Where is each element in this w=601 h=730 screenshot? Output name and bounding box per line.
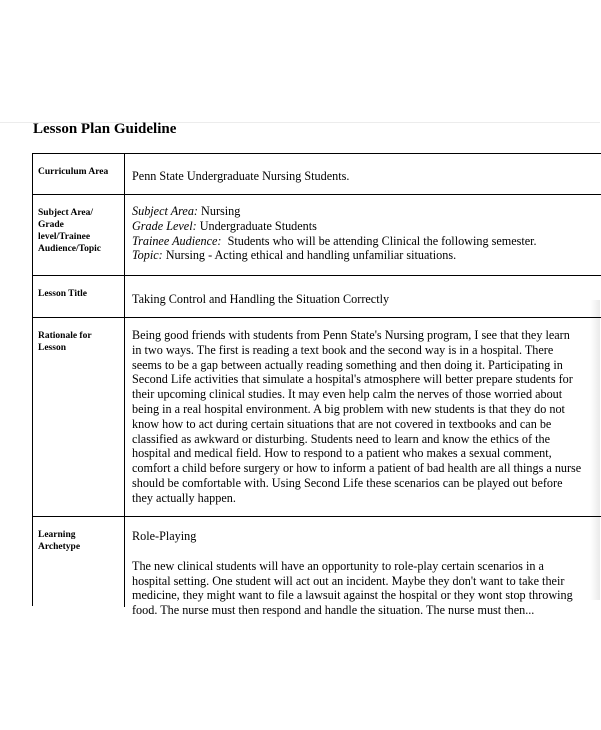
table-row-learning-archetype	[33, 517, 601, 618]
lesson-title-label: Lesson Title	[33, 276, 125, 317]
table-row-curriculum-area	[33, 154, 601, 195]
topic-line	[132, 248, 601, 263]
subject-area-value	[126, 195, 601, 275]
lesson-plan-table	[32, 153, 601, 618]
subject-area-label	[33, 195, 125, 275]
subject-area-line	[132, 204, 601, 219]
rationale-line: should be comfortable with. Using Second Life these scenarios can be played out before	[132, 475, 563, 490]
rationale-line: know how to act during certain situations that are not covered in textbooks and can be	[132, 416, 552, 431]
subject-label-line: Subject Area/	[38, 208, 93, 218]
rationale-line: seems to be a gap between actually reading something and then doing it. Participating in	[132, 357, 563, 372]
learning-line: hospital setting. One student will act out an incident. Maybe they don't want to take their	[132, 573, 565, 588]
document-title: Lesson Plan Guideline	[33, 121, 177, 137]
topic-key: Topic:	[132, 248, 163, 263]
learning-line: food. The nurse must then respond and handle the situation. The nurse must then...	[132, 603, 535, 618]
rationale-line: they actually happen.	[132, 490, 236, 505]
trainee-audience-key: Trainee Audience:	[132, 233, 222, 248]
learning-archetype-label	[33, 517, 125, 607]
curriculum-area-label: Curriculum Area	[33, 154, 125, 194]
learning-label-line: Archetype	[38, 542, 81, 552]
rationale-line: Second Life activities that simulate a hospital's atmosphere will better prepare students for	[132, 372, 573, 387]
subject-label-line: level/Trainee	[38, 232, 91, 242]
learning-line: medicine, they might want to file a lawsuit against the hospital or they wont stop throwing	[132, 588, 573, 603]
grade-level-text: Undergraduate Students	[196, 218, 317, 233]
subject-area-text: Nursing	[198, 204, 241, 218]
grade-level-key: Grade Level:	[132, 218, 197, 233]
rationale-line: hospital and medical field. How to respond to a patient who makes a sexual comment,	[132, 446, 552, 461]
rationale-line: their upcoming clinical studies. It may even help calm the nerves of those worried about	[132, 387, 563, 402]
rationale-line: classified as awkward or disturbing. Students need to learn and know the ethics of the	[132, 431, 550, 446]
trainee-audience-text: Students who will be attending Clinical the following semester.	[221, 233, 537, 248]
rationale-line: Being good friends with students from Penn State's Nursing program, I see that they learn	[132, 328, 570, 342]
topic-text: Nursing - Acting ethical and handling unfamiliar situations.	[162, 248, 457, 263]
learning-label-line: Learning	[38, 530, 76, 540]
paragraph-gap	[132, 544, 601, 559]
lesson-title-text: Taking Control and Handling the Situation Correctly	[132, 292, 390, 306]
table-row-subject-area	[33, 195, 601, 276]
rationale-label-line: Lesson	[38, 343, 66, 353]
rationale-line: being in a real hospital environment. A big problem with new students is that they do not	[132, 401, 565, 416]
rationale-line: comfort a child before surgery or how to inform a patient of bad health are all things a nurse	[132, 461, 582, 476]
subject-label-line: Grade	[38, 220, 64, 230]
lesson-title-value	[126, 276, 601, 317]
curriculum-area-value	[126, 154, 601, 194]
rationale-label-line: Rationale for	[38, 331, 92, 341]
subject-label-line: Audience/Topic	[38, 244, 101, 254]
table-row-lesson-title	[33, 276, 601, 318]
trainee-audience-line	[132, 234, 601, 249]
archetype-name: Role-Playing	[132, 529, 197, 543]
rationale-label	[33, 318, 125, 516]
rationale-value	[126, 318, 601, 516]
grade-level-line	[132, 219, 601, 234]
learning-line: The new clinical students will have an opportunity to role-play certain scenarios in a	[132, 558, 544, 573]
table-row-rationale	[33, 318, 601, 517]
subject-area-key: Subject Area:	[132, 204, 198, 218]
rationale-line: in two ways. The first is reading a text book and the second way is in a hospital. There	[132, 342, 554, 357]
curriculum-area-text: Penn State Undergraduate Nursing Students.	[132, 169, 350, 183]
learning-archetype-value	[126, 517, 601, 618]
